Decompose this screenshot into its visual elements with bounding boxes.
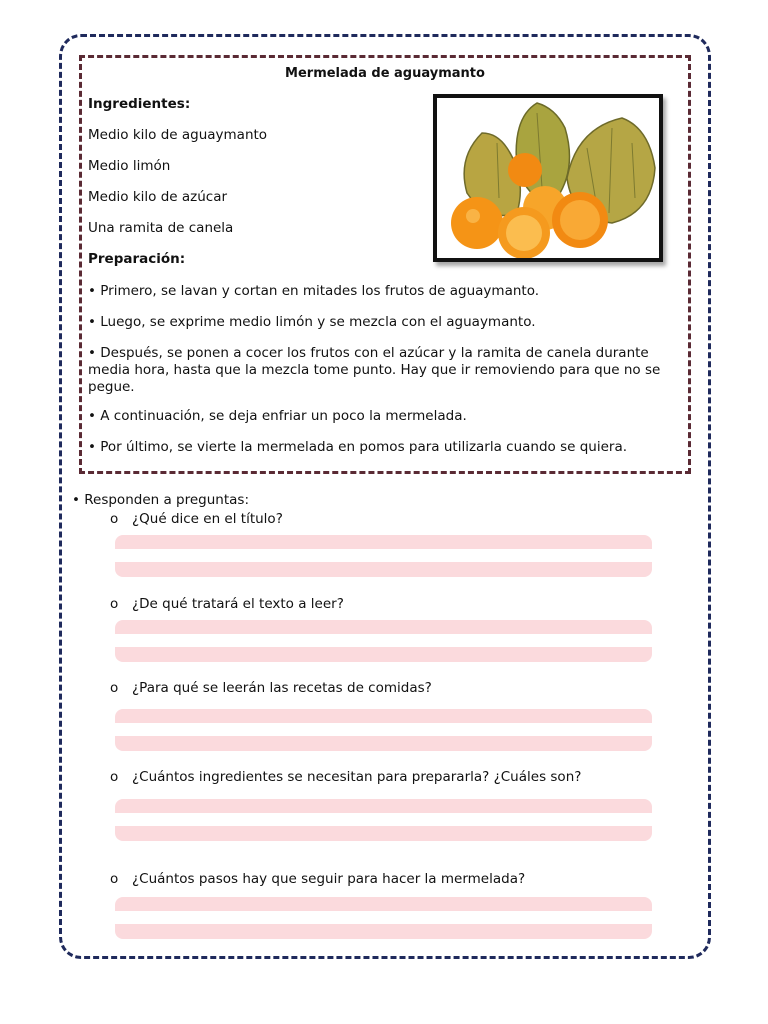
- circle-bullet-icon: o: [110, 680, 119, 696]
- aguaymanto-photo: [433, 94, 663, 262]
- ingredient-item: Medio limón: [88, 158, 171, 174]
- preparation-step: • Después, se ponen a cocer los frutos con el azúcar y la ramita de canela durante media hora, hasta que la mezcla tome punto. Hay que ir removiendo para que no se pegue.: [88, 345, 661, 395]
- preparation-step: • Primero, se lavan y cortan en mitades los frutos de aguaymanto.: [88, 283, 540, 299]
- answer-writing-line: [115, 549, 652, 562]
- question-item: [110, 596, 344, 612]
- ingredient-item: Una ramita de canela: [88, 220, 234, 236]
- question-item: [110, 680, 432, 696]
- answer-field[interactable]: [115, 535, 652, 577]
- answer-field[interactable]: [115, 799, 652, 841]
- answer-writing-line: [115, 723, 652, 736]
- preparation-step: • A continuación, se deja enfriar un poco la mermelada.: [88, 408, 467, 424]
- circle-bullet-icon: o: [110, 511, 119, 527]
- question-text: ¿Cuántos pasos hay que seguir para hacer la mermelada?: [132, 871, 526, 887]
- question-text: ¿Qué dice en el título?: [132, 511, 283, 527]
- question-item: [110, 871, 525, 887]
- preparation-step: • Por último, se vierte la mermelada en pomos para utilizarla cuando se quiera.: [88, 439, 628, 455]
- circle-bullet-icon: o: [110, 596, 119, 612]
- answer-writing-line: [115, 911, 652, 924]
- question-item: [110, 769, 581, 785]
- preparation-heading: Preparación:: [88, 251, 186, 267]
- answer-field[interactable]: [115, 620, 652, 662]
- answer-field[interactable]: [115, 897, 652, 939]
- answer-field[interactable]: [115, 709, 652, 751]
- question-text: ¿Cuántos ingredientes se necesitan para prepararla? ¿Cuáles son?: [132, 769, 582, 785]
- answer-writing-line: [115, 813, 652, 826]
- question-text: ¿Para qué se leerán las recetas de comidas?: [132, 680, 432, 696]
- ingredient-item: Medio kilo de aguaymanto: [88, 127, 268, 143]
- ingredients-heading: Ingredientes:: [88, 96, 191, 112]
- circle-bullet-icon: o: [110, 769, 119, 785]
- question-text: ¿De qué tratará el texto a leer?: [132, 596, 344, 612]
- ingredient-item: Medio kilo de azúcar: [88, 189, 228, 205]
- circle-bullet-icon: o: [110, 871, 119, 887]
- recipe-title: Mermelada de aguaymanto: [285, 66, 485, 81]
- preparation-step: • Luego, se exprime medio limón y se mezcla con el aguaymanto.: [88, 314, 536, 330]
- questions-intro: • Responden a preguntas:: [72, 492, 249, 508]
- question-item: [110, 511, 283, 527]
- answer-writing-line: [115, 634, 652, 647]
